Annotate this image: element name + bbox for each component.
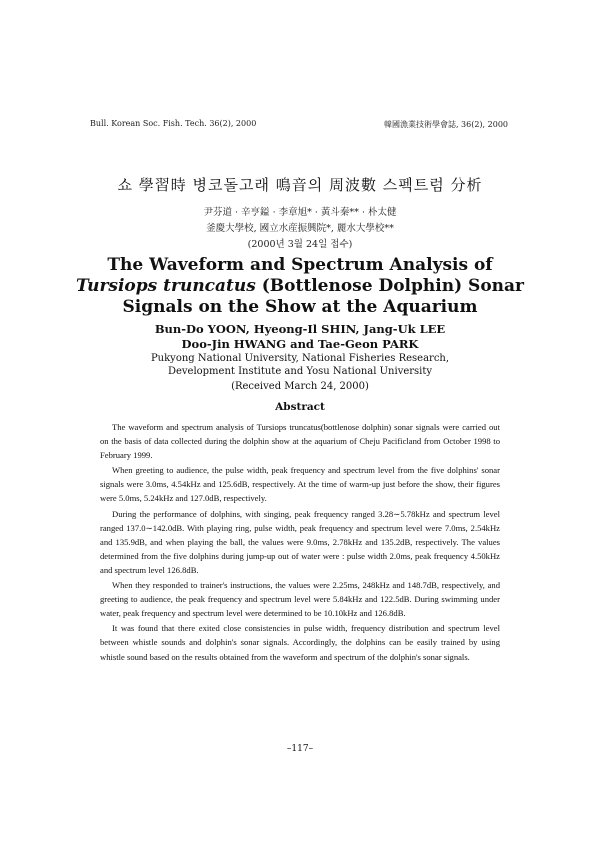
authors-line1: Bun-Do YOON, Hyeong-Il SHIN, Jang-Uk LEE [154, 322, 446, 336]
korean-title: 쇼 學習時 병코돌고래 鳴音의 周波數 스펙트럼 分析 [117, 176, 483, 194]
running-header-right: 韓國漁業技術學會誌, 36(2), 2000 [383, 120, 508, 129]
paper-title [70, 255, 530, 318]
abstract-paragraph: When they responded to trainer's instructions, the values were 2.25ms, 248kHz and 148.7dB, respectively, and greeting to audience, the peak frequency and spectrum level were 5.84kHz and 122.5dB. During swimming under water, peak frequency and spectrum level were determined to be 10.10kHz and 126.8dB. [100, 580, 500, 619]
received-date: (Received March 24, 2000) [231, 381, 369, 392]
page-number: –117– [286, 744, 314, 754]
abstract-paragraph: It was found that there exited close consistencies in pulse width, frequency distribution and spectrum level between whistle sounds and dolphin's sonar signals. Accordingly, the dolphins can be easily trained by using whistle sound based on the results obtained from the waveform and spectrum of the dolphin's sonar signals. [100, 623, 500, 662]
title-part1: The Waveform and Spectrum Analysis of [107, 255, 493, 275]
abstract-body [100, 420, 500, 665]
affiliation-line1: Pukyong National University, National Fisheries Research, [150, 353, 450, 364]
title-species-italic: Tursiops truncatus [76, 276, 256, 296]
running-header-left: Bull. Korean Soc. Fish. Tech. 36(2), 2000 [90, 119, 257, 128]
abstract-paragraph: The waveform and spectrum analysis of Tursiops truncatus(bottlenose dolphin) sonar signals were carried out on the basis of data collected during the dolphin show at the aquarium of Cheju Pacificland from October 1998 to February 1999. [100, 422, 500, 461]
korean-affiliations: 釜慶大學校, 國立水産振興院*, 麗水大學校** [206, 223, 394, 234]
authors-line2: Doo-Jin HWANG and Tae-Geon PARK [181, 337, 419, 351]
korean-authors: 尹芬道 · 辛亨鎰 · 李章旭* · 黃斗秦** · 朴太健 [203, 207, 397, 218]
abstract-paragraph: During the performance of dolphins, with singing, peak frequency ranged 3.28∼5.78kHz and spectrum level ranged 137.0∼142.0dB. With playing ring, pulse width, peak frequency and spectrum level were 7.0ms, 2.54kHz and 135.9dB, and when playing the ball, the values were 9.0ms, 2.78kHz and 135.2dB, respectively. The values determined from the five dolphins during jump-up out of water were : pulse width 2.0ms, peak frequency 4.50kHz and spectrum level 126.8dB. [100, 508, 500, 575]
korean-received-date: (2000년 3월 24일 접수) [247, 239, 353, 250]
abstract-heading: Abstract [275, 401, 325, 413]
affiliation-line2: Development Institute and Yosu National University [167, 366, 433, 377]
title-part2: (Bottlenose Dolphin) Sonar Signals on the Show at the Aquarium [122, 276, 524, 317]
abstract-paragraph: When greeting to audience, the pulse width, peak frequency and spectrum level from the five dolphins' sonar signals were 3.0ms, 4.54kHz and 125.6dB, respectively. At the time of warm-up just before the show, their figures were 5.0ms, 5.24kHz and 127.0dB, respectively. [100, 465, 500, 504]
